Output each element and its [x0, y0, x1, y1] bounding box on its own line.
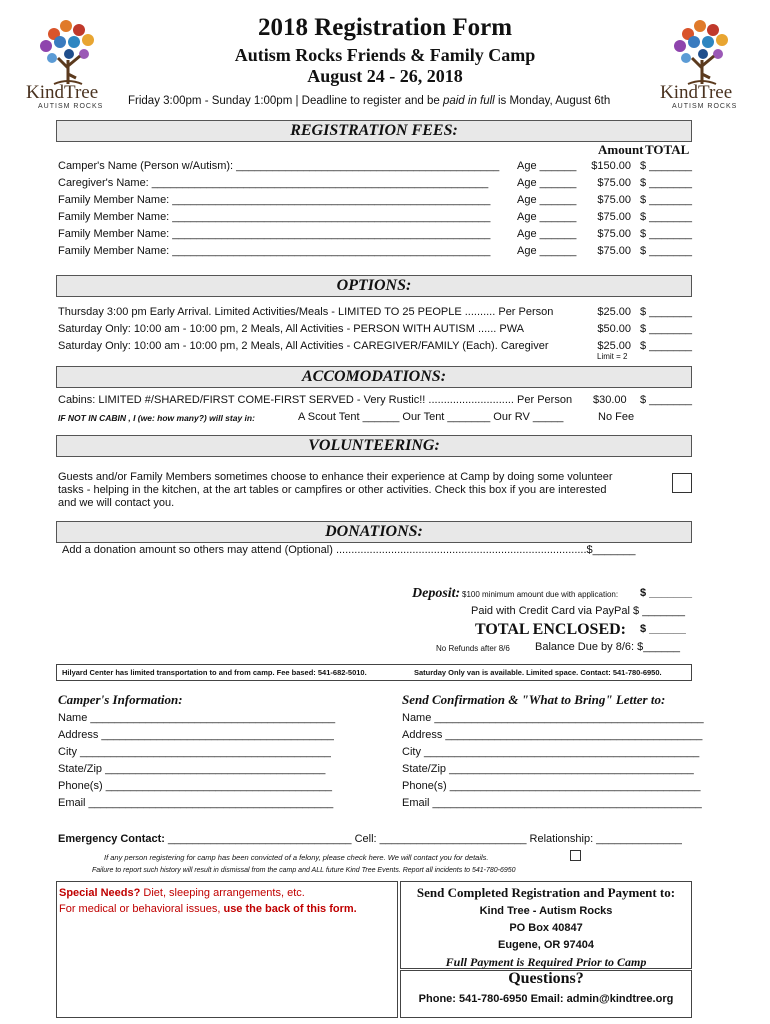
fee-row-label[interactable]: Family Member Name: ____________________________________________________ [58, 211, 491, 223]
fee-row-label[interactable]: Family Member Name: ____________________________________________________ [58, 228, 491, 240]
fee-row-age[interactable]: Age ______ [517, 228, 577, 240]
cabins-total[interactable]: $ _______ [640, 394, 692, 406]
fee-row-label[interactable]: Camper's Name (Person w/Autism): ___________________________________________ [58, 160, 500, 172]
confirmation-field[interactable]: Name ____________________________________________ [402, 712, 704, 724]
option-row-total[interactable]: $ _______ [640, 306, 692, 318]
transport-left: Hilyard Center has limited transportation to and from camp. Fee based: 541-682-5010. [62, 668, 367, 677]
volunteering-text-2: tasks - helping in the kitchen, at the art tables or campfires or other activities. Check this box if you are interested [58, 484, 607, 496]
tent-options[interactable]: A Scout Tent ______ Our Tent _______ Our RV _____ [298, 411, 564, 423]
option-row-amount: $50.00 [597, 323, 631, 335]
fee-row-total[interactable]: $ _______ [640, 228, 692, 240]
confirmation-field[interactable]: Address __________________________________________ [402, 729, 703, 741]
fee-row-label[interactable]: Family Member Name: ____________________________________________________ [58, 194, 491, 206]
logo-tagline: AUTISM ROCKS [38, 103, 104, 110]
fee-row-amount: $75.00 [597, 228, 631, 240]
options-heading: OPTIONS: [56, 275, 692, 297]
transport-right: Saturday Only van is available. Limited space. Contact: 541-780-6950. [414, 668, 662, 677]
send-to-city: Eugene, OR 97404 [498, 939, 594, 951]
felony-note: If any person registering for camp has been convicted of a felony, please check here. We will contact you for details. [104, 853, 489, 862]
option-row-label: Saturday Only: 10:00 am - 10:00 pm, 2 Meals, All Activities - CAREGIVER/FAMILY (Each). Caregiver [58, 340, 549, 352]
questions-heading: Questions? [508, 970, 584, 987]
felony-checkbox[interactable] [570, 850, 581, 861]
cabins-amount[interactable]: $30.00 [593, 394, 627, 406]
fee-row-total[interactable]: $ _______ [640, 160, 692, 172]
paypal-line[interactable]: Paid with Credit Card via PayPal $ _______ [471, 605, 686, 617]
camper-field[interactable]: State/Zip ____________________________________ [58, 763, 326, 775]
camper-field[interactable]: City _________________________________________ [58, 746, 331, 758]
amount-column-header: Amount [598, 142, 644, 157]
option-row-total[interactable]: $ _______ [640, 340, 692, 352]
logo-wordmark: KindTree [660, 82, 733, 103]
balance-due[interactable]: Balance Due by 8/6: $______ [535, 641, 680, 653]
camper-field[interactable]: Email ________________________________________ [58, 797, 334, 809]
fee-row-label[interactable]: Caregiver's Name: _______________________________________________________ [58, 177, 489, 189]
fee-row-label[interactable]: Family Member Name: ____________________________________________________ [58, 245, 491, 257]
fee-row-amount: $75.00 [597, 211, 631, 223]
volunteer-checkbox[interactable] [672, 473, 692, 493]
no-fee-label: No Fee [598, 411, 635, 423]
camp-dates: August 24 - 26, 2018 [307, 66, 463, 86]
special-needs-box[interactable] [56, 881, 398, 1018]
fee-row-age[interactable]: Age ______ [517, 160, 577, 172]
fee-row-total[interactable]: $ _______ [640, 211, 692, 223]
camper-field[interactable]: Name ________________________________________ [58, 712, 336, 724]
accommodations-heading: ACCOMODATIONS: [56, 366, 692, 388]
option-row-label: Saturday Only: 10:00 am - 10:00 pm, 2 Meals, All Activities - PERSON WITH AUTISM ...... PWA [58, 323, 525, 335]
fee-row-age[interactable]: Age ______ [517, 211, 577, 223]
registration-fees-heading: REGISTRATION FEES: [56, 120, 692, 142]
total-enclosed-field[interactable]: $ ______ [640, 623, 686, 635]
limit-note: Limit = 2 [597, 352, 628, 361]
deposit-field[interactable]: $ _______ [640, 587, 692, 599]
confirmation-heading: Send Confirmation & "What to Bring" Letter to: [402, 692, 666, 707]
fee-row-age[interactable]: Age ______ [517, 194, 577, 206]
fee-row-amount: $75.00 [597, 194, 631, 206]
deposit-note: $100 minimum amount due with application: [462, 590, 619, 599]
confirmation-field[interactable]: State/Zip ________________________________________ [402, 763, 694, 775]
full-payment-note: Full Payment is Required Prior to Camp [445, 955, 647, 969]
fee-row-total[interactable]: $ _______ [640, 194, 692, 206]
cabins-row: Cabins: LIMITED #/SHARED/FIRST COME-FIRST SERVED - Very Rustic!! ............................ Per Person [58, 394, 573, 406]
fee-row-total[interactable]: $ _______ [640, 245, 692, 257]
option-row-total[interactable]: $ _______ [640, 323, 692, 335]
confirmation-field[interactable]: City _____________________________________________ [402, 746, 700, 758]
camper-field[interactable]: Address ______________________________________ [58, 729, 334, 741]
fee-row-amount: $75.00 [597, 177, 631, 189]
total-column-header: TOTAL [645, 142, 690, 157]
confirmation-field[interactable]: Phone(s) _________________________________________ [402, 780, 701, 792]
emergency-contact-label: Emergency Contact: [58, 833, 165, 845]
no-refunds-note: No Refunds after 8/6 [436, 644, 510, 653]
donation-line[interactable]: Add a donation amount so others may attend (Optional) ..................................................................................$_______ [62, 544, 636, 556]
special-needs-line: Special Needs? Diet, sleeping arrangements, etc. [59, 887, 305, 899]
confirmation-field[interactable]: Email ____________________________________________ [402, 797, 702, 809]
camper-info-heading: Camper's Information: [58, 692, 183, 707]
logo-tagline: AUTISM ROCKS [672, 103, 738, 110]
send-to-po: PO Box 40847 [509, 922, 583, 934]
questions-contact: Phone: 541-780-6950 Email: admin@kindtree.org [418, 993, 674, 1005]
form-title: 2018 Registration Form [257, 14, 513, 41]
emergency-contact-line[interactable]: ______________________________ Cell: ________________________ Relationship: ______________ [168, 833, 682, 845]
fee-row-age[interactable]: Age ______ [517, 245, 577, 257]
total-enclosed-label: TOTAL ENCLOSED: [475, 621, 627, 638]
donations-heading: DONATIONS: [56, 521, 692, 543]
failure-note: Failure to report such history will result in dismissal from the camp and ALL future Kind Tree Events. Report all incidents to 541-780-6950 [92, 867, 516, 874]
option-row-amount: $25.00 [597, 340, 631, 352]
not-in-cabin-label: IF NOT IN CABIN , I (we: how many?) will stay in: [58, 413, 255, 423]
option-row-label: Thursday 3:00 pm Early Arrival. Limited Activities/Meals - LIMITED TO 25 PEOPLE .......... Per Person [58, 306, 554, 318]
volunteering-heading: VOLUNTEERING: [56, 435, 692, 457]
deposit-label: Deposit: [412, 586, 461, 601]
special-needs-note: For medical or behavioral issues, use the back of this form. [59, 903, 357, 915]
logo-wordmark: KindTree [26, 82, 99, 103]
volunteering-text-1: Guests and/or Family Members sometimes choose to enhance their experience at Camp by doing some volunteer [58, 471, 613, 483]
camp-name: Autism Rocks Friends & Family Camp [234, 45, 536, 65]
camper-field[interactable]: Phone(s) _____________________________________ [58, 780, 333, 792]
fee-row-amount: $75.00 [597, 245, 631, 257]
option-row-amount: $25.00 [597, 306, 631, 318]
send-to-org: Kind Tree - Autism Rocks [479, 905, 613, 917]
fee-row-amount: $150.00 [591, 160, 631, 172]
camp-schedule: Friday 3:00pm - Sunday 1:00pm | Deadline to register and be paid in full is Monday, August 6th [128, 95, 611, 107]
fee-row-total[interactable]: $ _______ [640, 177, 692, 189]
send-to-heading: Send Completed Registration and Payment to: [416, 885, 676, 900]
fee-row-age[interactable]: Age ______ [517, 177, 577, 189]
volunteering-text-3: and we will contact you. [58, 497, 175, 509]
